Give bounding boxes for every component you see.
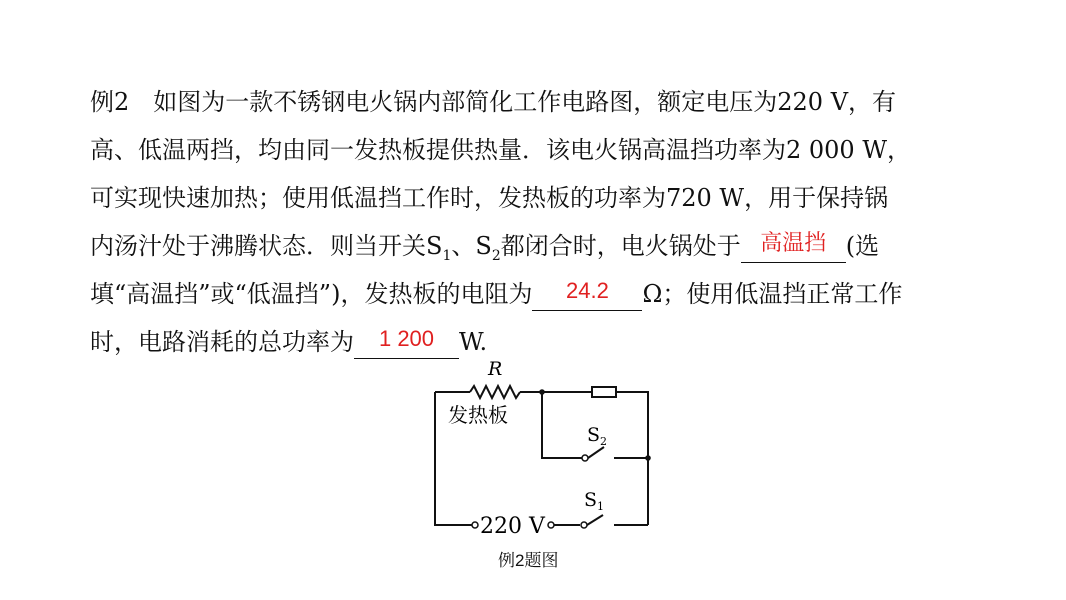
s2-switch-blade bbox=[588, 447, 604, 458]
s2-subscript: 2 bbox=[491, 247, 501, 264]
s2-contact-left bbox=[582, 455, 588, 461]
line5-pre: 填“高温挡”或“低温挡”)，发热板的电阻为 bbox=[90, 280, 533, 308]
voltage-terminal-left bbox=[472, 522, 478, 528]
problem-text bbox=[90, 78, 990, 366]
problem-line-4 bbox=[90, 222, 990, 270]
s1-switch-blade bbox=[587, 515, 603, 525]
problem-line-2: 高、低温两挡，均由同一发热板提供热量．该电火锅高温挡功率为2 000 W， bbox=[90, 136, 912, 164]
answer-2: 24.2 bbox=[566, 278, 609, 303]
line6-post: W. bbox=[459, 328, 488, 356]
figure-caption: 例2题图 bbox=[498, 551, 559, 570]
heater-resistor-zigzag bbox=[470, 386, 520, 398]
answer-blank-2 bbox=[532, 279, 642, 311]
line4-post: 都闭合时，电火锅处于 bbox=[500, 232, 741, 260]
s2-branch-wire bbox=[542, 392, 582, 458]
problem-line-5 bbox=[90, 270, 990, 318]
junction-dot-top bbox=[539, 389, 545, 395]
resistor-box bbox=[592, 387, 616, 397]
line4-mid: 、S bbox=[451, 232, 492, 260]
line4-end: (选 bbox=[845, 232, 880, 260]
line6-pre: 时，电路消耗的总功率为 bbox=[90, 328, 354, 356]
voltage-label: 220 V bbox=[480, 514, 545, 539]
junction-dot-right bbox=[645, 455, 651, 461]
resistor-label: 发热板 bbox=[448, 403, 508, 427]
circuit-diagram bbox=[420, 355, 660, 540]
line5-post: Ω；使用低温挡正常工作 bbox=[642, 280, 903, 308]
problem-line-3: 可实现快速加热；使用低温挡工作时，发热板的功率为720 W，用于保持锅 bbox=[90, 184, 889, 212]
line4-pre: 内汤汁处于沸腾状态．则当开关S bbox=[90, 232, 443, 260]
s1-subscript: 1 bbox=[442, 247, 452, 264]
answer-1: 高温挡 bbox=[760, 230, 827, 255]
s2-label: $S_2$ bbox=[587, 424, 608, 448]
s1-label: $S_1$ bbox=[584, 489, 605, 513]
answer-blank-1 bbox=[741, 231, 846, 263]
problem-line-1: 例2 如图为一款不锈钢电火锅内部简化工作电路图，额定电压为220 V，有 bbox=[90, 88, 897, 116]
resistor-symbol: R bbox=[488, 358, 503, 380]
answer-3: 1 200 bbox=[378, 326, 435, 351]
s1-contact-left bbox=[581, 522, 587, 528]
voltage-terminal-right bbox=[548, 522, 554, 528]
